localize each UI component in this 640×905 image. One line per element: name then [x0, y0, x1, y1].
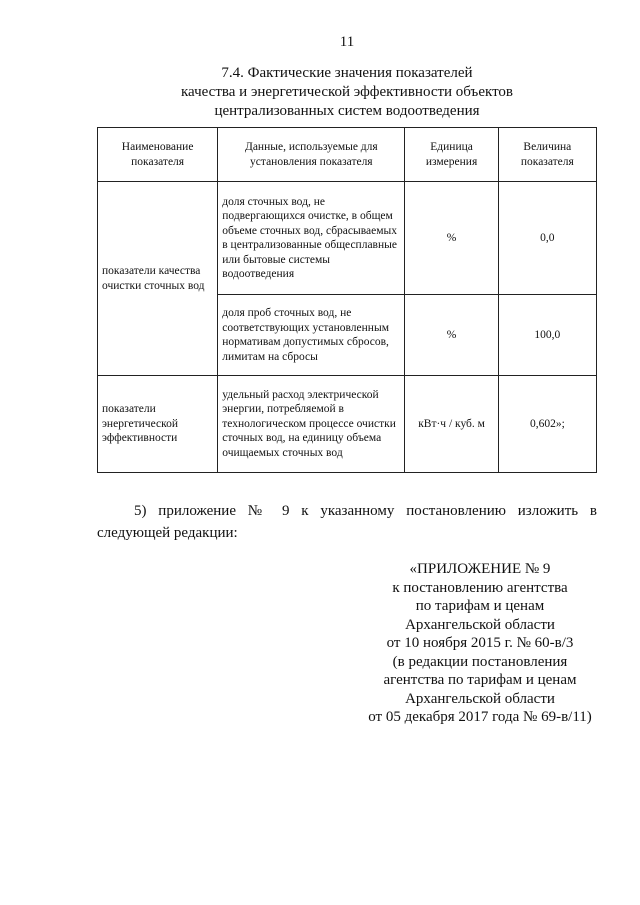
- indicator-unit: %: [405, 295, 498, 376]
- indicator-group-name: показатели энергетической эффективности: [98, 376, 218, 473]
- paragraph-line: следующей редакции:: [97, 525, 238, 541]
- amendment-paragraph: [97, 500, 597, 544]
- indicator-data: доля сточных вод, не подвергающихся очистке, в общем объеме сточных вод, сбрасываемых в централизованные общесплавные или бытовые системы водоотведения: [218, 182, 405, 295]
- paragraph-line: 5) приложение № 9 к указанному постановлению изложить в: [134, 503, 597, 519]
- indicator-unit: кВт·ч / куб. м: [405, 376, 498, 473]
- section-title-line: 7.4. Фактические значения показателей: [221, 65, 473, 81]
- indicator-value: 100,0: [498, 295, 596, 376]
- section-title-line: качества и энергетической эффективности объектов: [180, 84, 514, 100]
- appendix-line: (в редакции постановления: [392, 653, 568, 670]
- appendix-line: к постановлению агентства: [392, 579, 568, 596]
- appendix-line: «ПРИЛОЖЕНИЕ № 9: [409, 561, 551, 577]
- indicator-value: 0,602»;: [498, 376, 596, 473]
- indicator-group-name: показатели качества очистки сточных вод: [98, 182, 218, 376]
- page-number: 11: [339, 34, 355, 50]
- indicator-data: удельный расход электрической энергии, потребляемой в технологическом процессе очистки сточных вод, на единицу объема очищаемых сточных вод: [218, 376, 405, 473]
- appendix-line: Архангельской области: [405, 616, 555, 633]
- appendix-line: по тарифам и ценам: [415, 598, 545, 614]
- appendix-line: от 05 декабря 2017 года № 69-в/11): [368, 709, 592, 725]
- appendix-header: [330, 560, 630, 727]
- header-source-data: Данные, используемые для установления показателя: [218, 128, 405, 182]
- table-row: [98, 376, 597, 473]
- indicator-unit: %: [405, 182, 498, 295]
- indicator-data: доля проб сточных вод, не соответствующих установленным нормативам допустимых сбросов, лимитам на сбросы: [218, 295, 405, 376]
- table-row: [98, 182, 597, 295]
- header-indicator-name: Наименование показателя: [98, 128, 218, 182]
- appendix-line: агентства по тарифам и ценам: [383, 672, 577, 688]
- header-value: Величина показателя: [498, 128, 596, 182]
- indicator-value: 0,0: [498, 182, 596, 295]
- table-header-row: [98, 128, 597, 182]
- indicators-table: [97, 127, 597, 473]
- appendix-line: от 10 ноября 2015 г. № 60-в/3: [386, 635, 574, 651]
- header-unit: Единица измерения: [405, 128, 498, 182]
- appendix-line: Архангельской области: [405, 690, 555, 707]
- section-title: [97, 64, 597, 121]
- section-title-line: централизованных систем водоотведения: [214, 103, 480, 119]
